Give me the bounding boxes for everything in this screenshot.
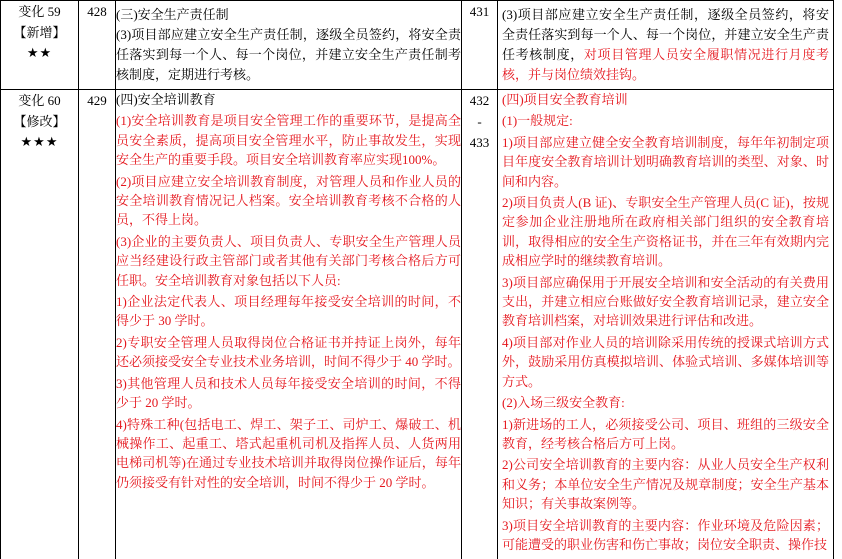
new-text-body bbox=[502, 1, 829, 89]
sub-clause: 2)公司安全培训教育的主要内容：从业人员安全生产权利和义务；本单位安全生产情况及规章制度；安全生产基本知识；有关事故案例等。 bbox=[502, 457, 829, 512]
sub-clause: 3)项目部应确保用于开展安全培训和安全活动的有关费用支出，并建立相应台账做好安全教育培训记录，建立安全教育培训档案，对培训效果进行评估和改进。 bbox=[502, 274, 829, 329]
new-text-cell bbox=[498, 1, 834, 90]
clause: (2)入场三级安全教育: bbox=[502, 395, 625, 411]
old-page-cell bbox=[79, 1, 116, 90]
old-text-body bbox=[116, 90, 461, 559]
sub-clause: 3)项目安全培训教育的主要内容：作业环境及危险因素；可能遭受的职业伤害和伤亡事故；岗位安全职责、操作技 bbox=[502, 517, 829, 552]
old-text-cell bbox=[116, 1, 462, 90]
old-text-cell bbox=[116, 90, 462, 559]
sub-clause: 2)专职安全管理人员取得岗位合格证书并持证上岗外，每年还必须接受安全专业技术业务培训，时间不得少于 40 学时。 bbox=[116, 334, 461, 370]
sub-clause: 1)新进场的工人，必须接受公司、项目、班组的三级安全教育，经考核合格后方可上岗。 bbox=[502, 416, 829, 451]
new-page-end: 433 bbox=[469, 135, 490, 150]
new-page-start: 432 bbox=[469, 93, 490, 108]
old-page-cell bbox=[79, 90, 116, 559]
change-number: 变化 59 bbox=[18, 4, 61, 19]
old-page-number: 428 bbox=[87, 4, 107, 19]
table-row bbox=[1, 1, 834, 90]
clause: (1)安全培训教育是项目安全管理工作的重要环节，是提高全员安全素质，提高项目安全管理水平，防止事故发生，实现安全生产的重要手段。项目安全培训教育率应实现100%。 bbox=[116, 113, 461, 168]
clause bbox=[502, 5, 829, 85]
section-heading: (四)项目安全教育培训 bbox=[502, 92, 628, 107]
new-page-range-dash: - bbox=[477, 114, 482, 129]
sub-clause: 3)其他管理人员和技术人员每年接受安全培训的时间，不得少于 20 学时。 bbox=[116, 375, 461, 411]
new-text-cell bbox=[498, 90, 834, 559]
change-number: 变化 60 bbox=[18, 93, 61, 108]
sub-clause: 4)项目部对作业人员的培训除采用传统的授课式培训方式外，鼓励采用仿真模拟培训、体验式培训、多媒体培训等方式。 bbox=[502, 334, 829, 389]
new-text-body bbox=[502, 90, 829, 559]
change-label-cell bbox=[1, 1, 79, 90]
importance-stars: ★★ bbox=[26, 46, 53, 61]
sub-clause: 1)项目部应建立健全安全教育培训制度，每年年初制定项目年度安全教育培训计划明确教育培训的类型、对象、时间和内容。 bbox=[502, 134, 829, 189]
clause-kept-text: (3)项目部应建立安全生产责任制，逐级全员签约，将安全责任落实到每一个人、每一个岗位，并建立安全生产责任考核制度， bbox=[502, 7, 829, 62]
clause: (2)项目应建立安全培训教育制度，对管理人员和作业人员的安全培训教育情况记人档案。安全培训教育考核不合格的人员，不得上岗。 bbox=[116, 173, 461, 228]
new-page-cell bbox=[462, 1, 498, 90]
old-text-body bbox=[116, 1, 461, 89]
section-heading: (三)安全生产责任制 bbox=[116, 7, 229, 22]
clause-revised-text: 对项目管理人员安全履职情况进行月度考核，并与岗位绩效挂钩。 bbox=[502, 47, 829, 82]
importance-stars: ★★★ bbox=[20, 135, 59, 150]
clause: (3)项目部应建立安全生产责任制，逐级全员签约，将安全责任落实到每一个人、每一个岗位，并建立安全生产责任制考核制度，定期进行考核。 bbox=[116, 27, 461, 82]
change-tag: 【新增】 bbox=[13, 25, 66, 40]
change-tag: 【修改】 bbox=[13, 114, 66, 129]
clause: (1)一般规定: bbox=[502, 113, 573, 129]
sub-clause: 4)特殊工种(包括电工、焊工、架子工、司炉工、爆破工、机械操作工、起重工、塔式起重机司机及指挥人员、人货两用电梯司机等)在通过专业技术培训并取得岗位操作证后，每年仍须接受有针对性的安全培训，时间不得少于 20 学时。 bbox=[116, 416, 461, 490]
new-page-cell bbox=[462, 90, 498, 559]
sub-clause: 1)企业法定代表人、项目经理每年接受安全培训的时间，不得少于 30 学时。 bbox=[116, 294, 461, 329]
clause: (3)企业的主要负责人、项目负责人、专职安全生产管理人员应当经建设行政主管部门或者其他有关部门考核合格后方可任职。安全培训教育对象包括以下人员: bbox=[116, 233, 461, 288]
section-heading: (四)安全培训教育 bbox=[116, 92, 216, 107]
old-page-number: 429 bbox=[87, 93, 107, 108]
change-label-cell bbox=[1, 90, 79, 559]
table-row bbox=[1, 90, 834, 559]
new-page-number: 431 bbox=[469, 4, 490, 19]
sub-clause: 2)项目负责人(B 证)、专职安全生产管理人员(C 证)，按规定参加企业注册地所在政府相关部门组织的安全教育培训，取得相应的安全生产资格证书，并在三年有效期内完成相应学时的继续教育培训。 bbox=[502, 195, 829, 269]
